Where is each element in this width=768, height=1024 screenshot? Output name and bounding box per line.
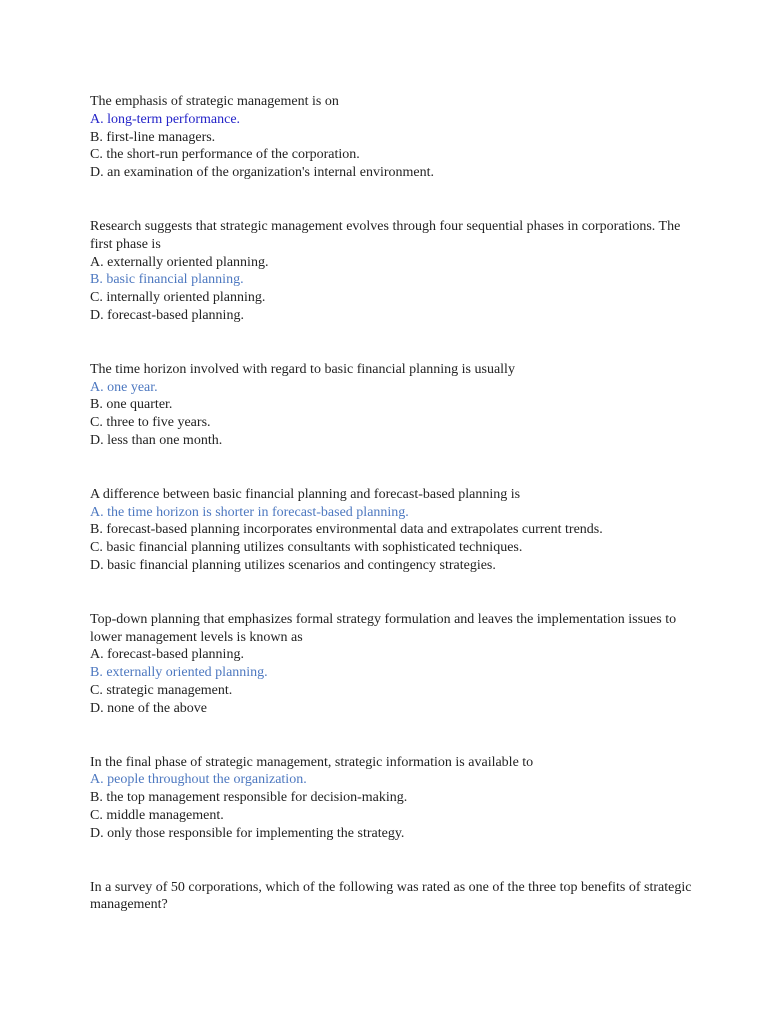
question-stem: In the final phase of strategic management, strategic information is available to: [90, 754, 534, 770]
answer-option: D. basic financial planning utilizes scenarios and contingency strategies.: [90, 557, 496, 573]
question-stem: In a survey of 50 corporations, which of the following was rated as one of the three top benefits of strategic management?: [90, 879, 692, 913]
answer-option: B. the top management responsible for decision-making.: [90, 790, 408, 806]
question-5: [90, 611, 700, 718]
correct-answer-option: A. the time horizon is shorter in forecast-based planning.: [90, 504, 409, 520]
correct-answer-option: A. people throughout the organization.: [90, 772, 307, 788]
answer-option: B. forecast-based planning incorporates environmental data and extrapolates current trends.: [90, 522, 603, 538]
correct-answer-option: B. basic financial planning.: [90, 272, 244, 288]
answer-option: C. the short-run performance of the corporation.: [90, 147, 360, 163]
question-7: [90, 879, 700, 915]
answer-option: C. strategic management.: [90, 682, 233, 698]
answer-option: D. an examination of the organization's internal environment.: [90, 165, 434, 181]
question-1: [90, 93, 700, 182]
answer-option: D. forecast-based planning.: [90, 307, 244, 323]
question-stem: Research suggests that strategic management evolves through four sequential phases in corporations. The first phase is: [90, 218, 681, 252]
correct-answer-option: B. externally oriented planning.: [90, 665, 268, 681]
question-2: [90, 218, 700, 325]
question-6: [90, 754, 700, 843]
answer-option: D. less than one month.: [90, 432, 223, 448]
question-4: [90, 486, 700, 575]
question-3: [90, 361, 700, 450]
question-stem: Top-down planning that emphasizes formal strategy formulation and leaves the implementation issues to lower management levels is known as: [90, 611, 677, 645]
answer-option: D. only those responsible for implementing the strategy.: [90, 825, 405, 841]
answer-option: B. one quarter.: [90, 397, 173, 413]
question-stem: The time horizon involved with regard to basic financial planning is usually: [90, 361, 515, 377]
answer-option: C. basic financial planning utilizes consultants with sophisticated techniques.: [90, 540, 523, 556]
answer-option: B. first-line managers.: [90, 129, 216, 145]
answer-option: A. forecast-based planning.: [90, 647, 244, 663]
answer-option: A. externally oriented planning.: [90, 254, 269, 270]
question-stem: A difference between basic financial planning and forecast-based planning is: [90, 486, 521, 502]
answer-option: D. none of the above: [90, 700, 208, 716]
answer-option: C. internally oriented planning.: [90, 290, 266, 306]
quiz-document: [90, 93, 700, 950]
answer-option: C. three to five years.: [90, 415, 211, 431]
answer-option: C. middle management.: [90, 807, 224, 823]
correct-answer-option: A. one year.: [90, 379, 158, 395]
question-stem: The emphasis of strategic management is on: [90, 94, 339, 109]
correct-answer-option: A. long-term performance.: [90, 111, 241, 127]
